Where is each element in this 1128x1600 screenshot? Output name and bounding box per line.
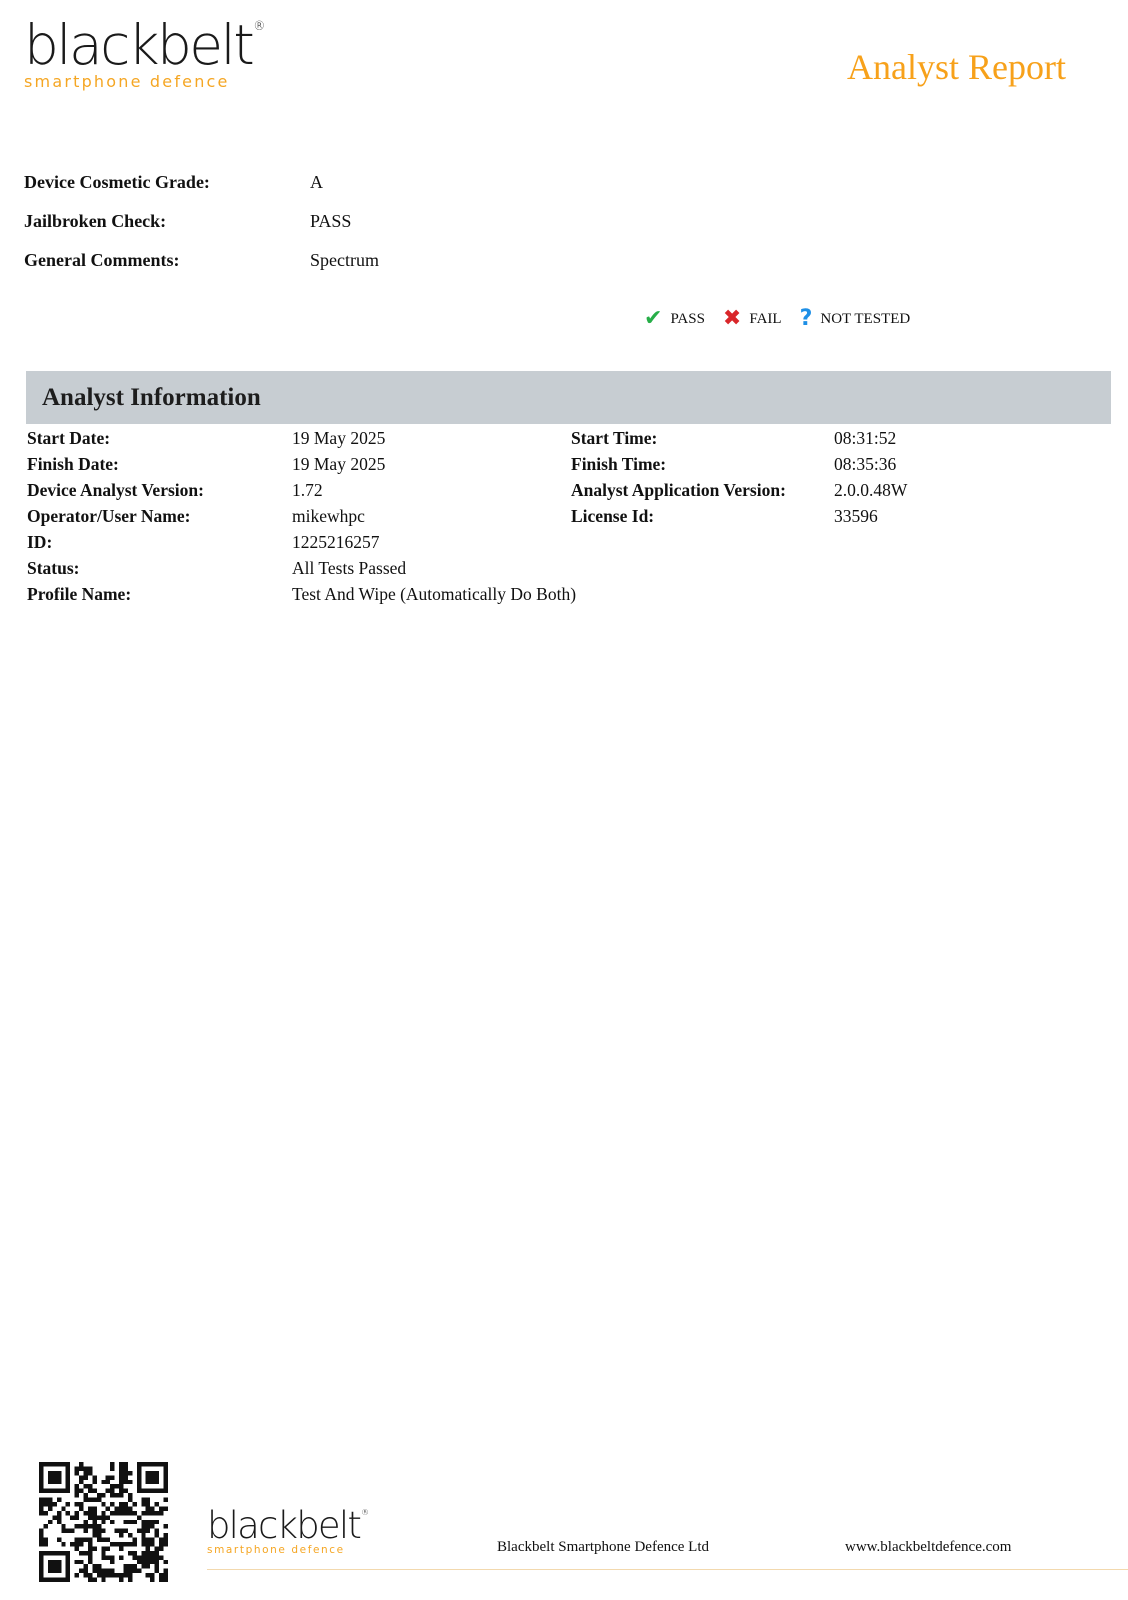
info-row	[27, 532, 1107, 558]
registered-mark: ®	[361, 1507, 368, 1518]
section-header-bar	[26, 371, 1111, 424]
info-row	[27, 428, 1107, 454]
footer-company-name: Blackbelt Smartphone Defence Ltd	[497, 1539, 710, 1555]
analyst-info-table	[27, 428, 1107, 610]
info-value: All Tests Passed	[292, 558, 407, 578]
cross-icon: ✖	[722, 306, 742, 331]
logo-tagline: smartphone defence	[207, 1544, 345, 1556]
info-row	[27, 506, 1107, 532]
summary-value: A	[310, 172, 323, 192]
info-value: 19 May 2025	[292, 454, 386, 474]
summary-label: Device Cosmetic Grade:	[24, 172, 210, 192]
question-icon: ?	[799, 306, 813, 331]
info-label: Finish Time:	[571, 454, 667, 474]
legend-item-not-tested	[800, 308, 911, 330]
logo-wordmark: blackbelt	[24, 13, 253, 77]
info-row	[27, 558, 1107, 584]
legend-label: FAIL	[749, 310, 782, 327]
summary-label: Jailbroken Check:	[24, 211, 167, 231]
report-title: Analyst Report	[847, 47, 1066, 87]
legend-label: NOT TESTED	[820, 310, 911, 327]
summary-value: Spectrum	[310, 250, 379, 270]
status-legend	[644, 308, 928, 330]
info-label: Status:	[27, 558, 80, 578]
info-value: 08:31:52	[834, 428, 897, 448]
info-label: License Id:	[571, 506, 655, 526]
logo-wordmark: blackbelt	[207, 1504, 361, 1547]
info-label: Operator/User Name:	[27, 506, 191, 526]
info-label: Profile Name:	[27, 584, 132, 604]
info-value: 19 May 2025	[292, 428, 386, 448]
summary-row-jailbroken-check	[24, 211, 379, 250]
info-label: ID:	[27, 532, 53, 552]
legend-item-fail	[723, 308, 782, 330]
info-value: 1.72	[292, 480, 323, 500]
summary-row-cosmetic-grade	[24, 172, 379, 211]
info-row	[27, 480, 1107, 506]
summary-value: PASS	[310, 211, 352, 231]
logo-tagline: smartphone defence	[24, 72, 230, 91]
registered-mark: ®	[253, 18, 263, 33]
blackbelt-logo	[24, 13, 263, 91]
section-title: Analyst Information	[42, 384, 261, 411]
info-value: mikewhpc	[292, 506, 365, 526]
qr-code	[38, 1462, 169, 1582]
info-value: 33596	[834, 506, 878, 526]
summary-block	[24, 172, 379, 289]
info-label: Device Analyst Version:	[27, 480, 204, 500]
info-value: 1225216257	[292, 532, 380, 552]
legend-item-pass	[644, 308, 705, 330]
footer-divider	[207, 1569, 1128, 1570]
info-value: Test And Wipe (Automatically Do Both)	[292, 584, 577, 604]
info-row	[27, 454, 1107, 480]
info-label: Start Date:	[27, 428, 111, 448]
info-label: Finish Date:	[27, 454, 119, 474]
legend-label: PASS	[670, 310, 705, 327]
footer-website: www.blackbeltdefence.com	[845, 1539, 1012, 1555]
info-value: 08:35:36	[834, 454, 897, 474]
info-label: Analyst Application Version:	[571, 480, 786, 500]
summary-row-general-comments	[24, 250, 379, 289]
info-value: 2.0.0.48W	[834, 480, 908, 500]
info-label: Start Time:	[571, 428, 658, 448]
summary-label: General Comments:	[24, 250, 180, 270]
footer-blackbelt-logo	[207, 1504, 368, 1556]
check-icon: ✔	[644, 306, 663, 331]
info-row	[27, 584, 1107, 610]
